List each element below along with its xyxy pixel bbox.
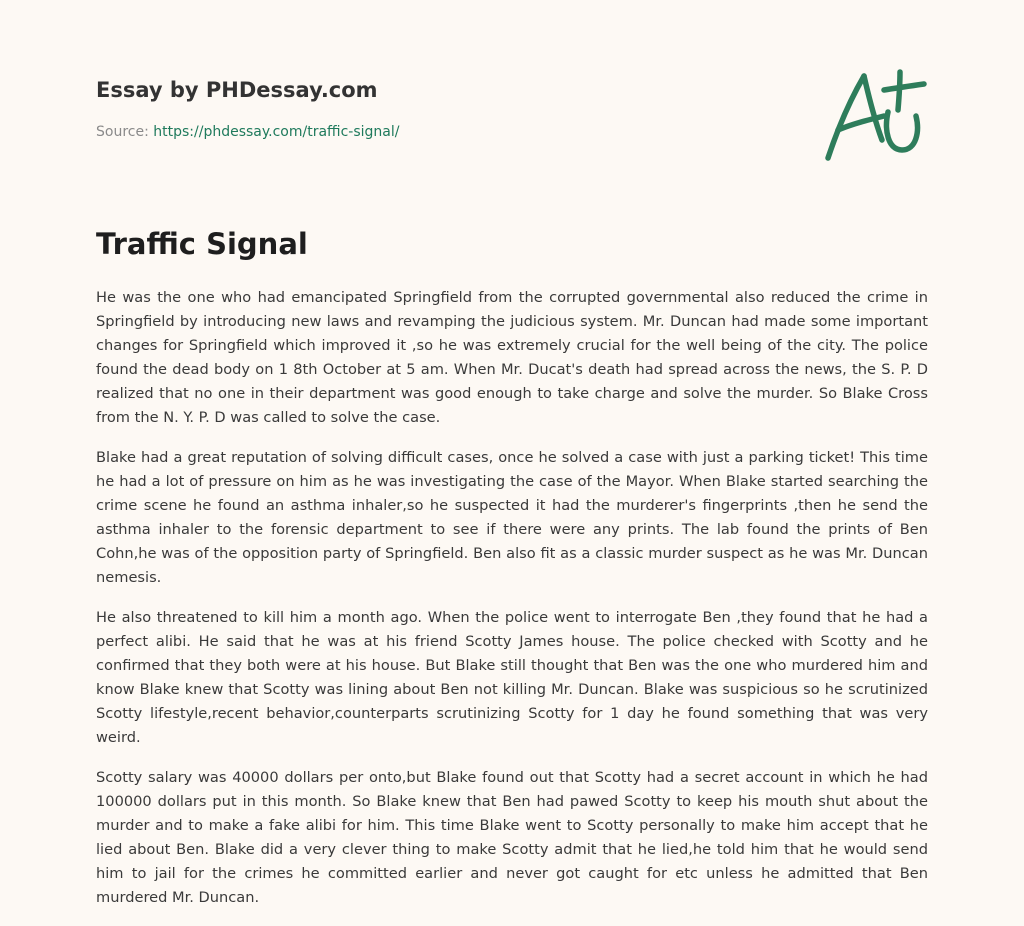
- essay-paragraph: He was the one who had emancipated Springfield from the corrupted governmental also reduced the crime in Springfield by introducing new laws and revamping the judicious system. Mr. Duncan had made some important changes for Springfield which improved it ,so he was extremely crucial for the well being of the city. The police found the dead body on 1 8th October at 5 am. When Mr. Ducat's death had spread across the news, the S. P. D realized that no one in their department was good enough to take charge and solve the murder. So Blake Cross from the N. Y. P. D was called to solve the case.: [96, 289, 928, 426]
- essay-title: Traffic Signal: [96, 227, 308, 261]
- source-link[interactable]: https://phdessay.com/traffic-signal/: [153, 124, 400, 140]
- site-brand: Essay by PHDessay.com: [96, 78, 378, 102]
- source-line: [96, 122, 399, 142]
- essay-body: [96, 286, 928, 926]
- a-plus-logo-icon: [824, 66, 928, 166]
- source-label: Source:: [96, 124, 154, 140]
- essay-paragraph: Blake had a great reputation of solving difficult cases, once he solved a case with just a parking ticket! This time he had a lot of pressure on him as he was investigating the case of the Mayor. When Blake started searching the crime scene he found an asthma inhaler,so he suspected it had the murderer's fingerprints ,then he send the asthma inhaler to the forensic department to see if there were any prints. The lab found the prints of Ben Cohn,he was of the opposition party of Springfield. Ben also fit as a classic murder suspect as he was Mr. Duncan nemesis.: [96, 449, 928, 586]
- essay-paragraph: He also threatened to kill him a month ago. When the police went to interrogate Ben ,they found that he had a perfect alibi. He said that he was at his friend Scotty James house. The police checked with Scotty and he confirmed that they both were at his house. But Blake still thought that Ben was the one who murdered him and know Blake knew that Scotty was lining about Ben not killing Mr. Duncan. Blake was suspicious so he scrutinized Scotty lifestyle,recent behavior,counterparts scrutinizing Scotty for 1 day he found something that was very weird.: [96, 609, 928, 746]
- essay-paragraph: Scotty salary was 40000 dollars per onto,but Blake found out that Scotty had a secret account in which he had 100000 dollars put in this month. So Blake knew that Ben had pawed Scotty to keep his mouth shut about the murder and to make a fake alibi for him. This time Blake went to Scotty personally to make him accept that he lied about Ben. Blake did a very clever thing to make Scotty admit that he lied,he told him that he would send him to jail for the crimes he committed earlier and never got caught for etc unless he admitted that Ben murdered Mr. Duncan.: [96, 769, 928, 906]
